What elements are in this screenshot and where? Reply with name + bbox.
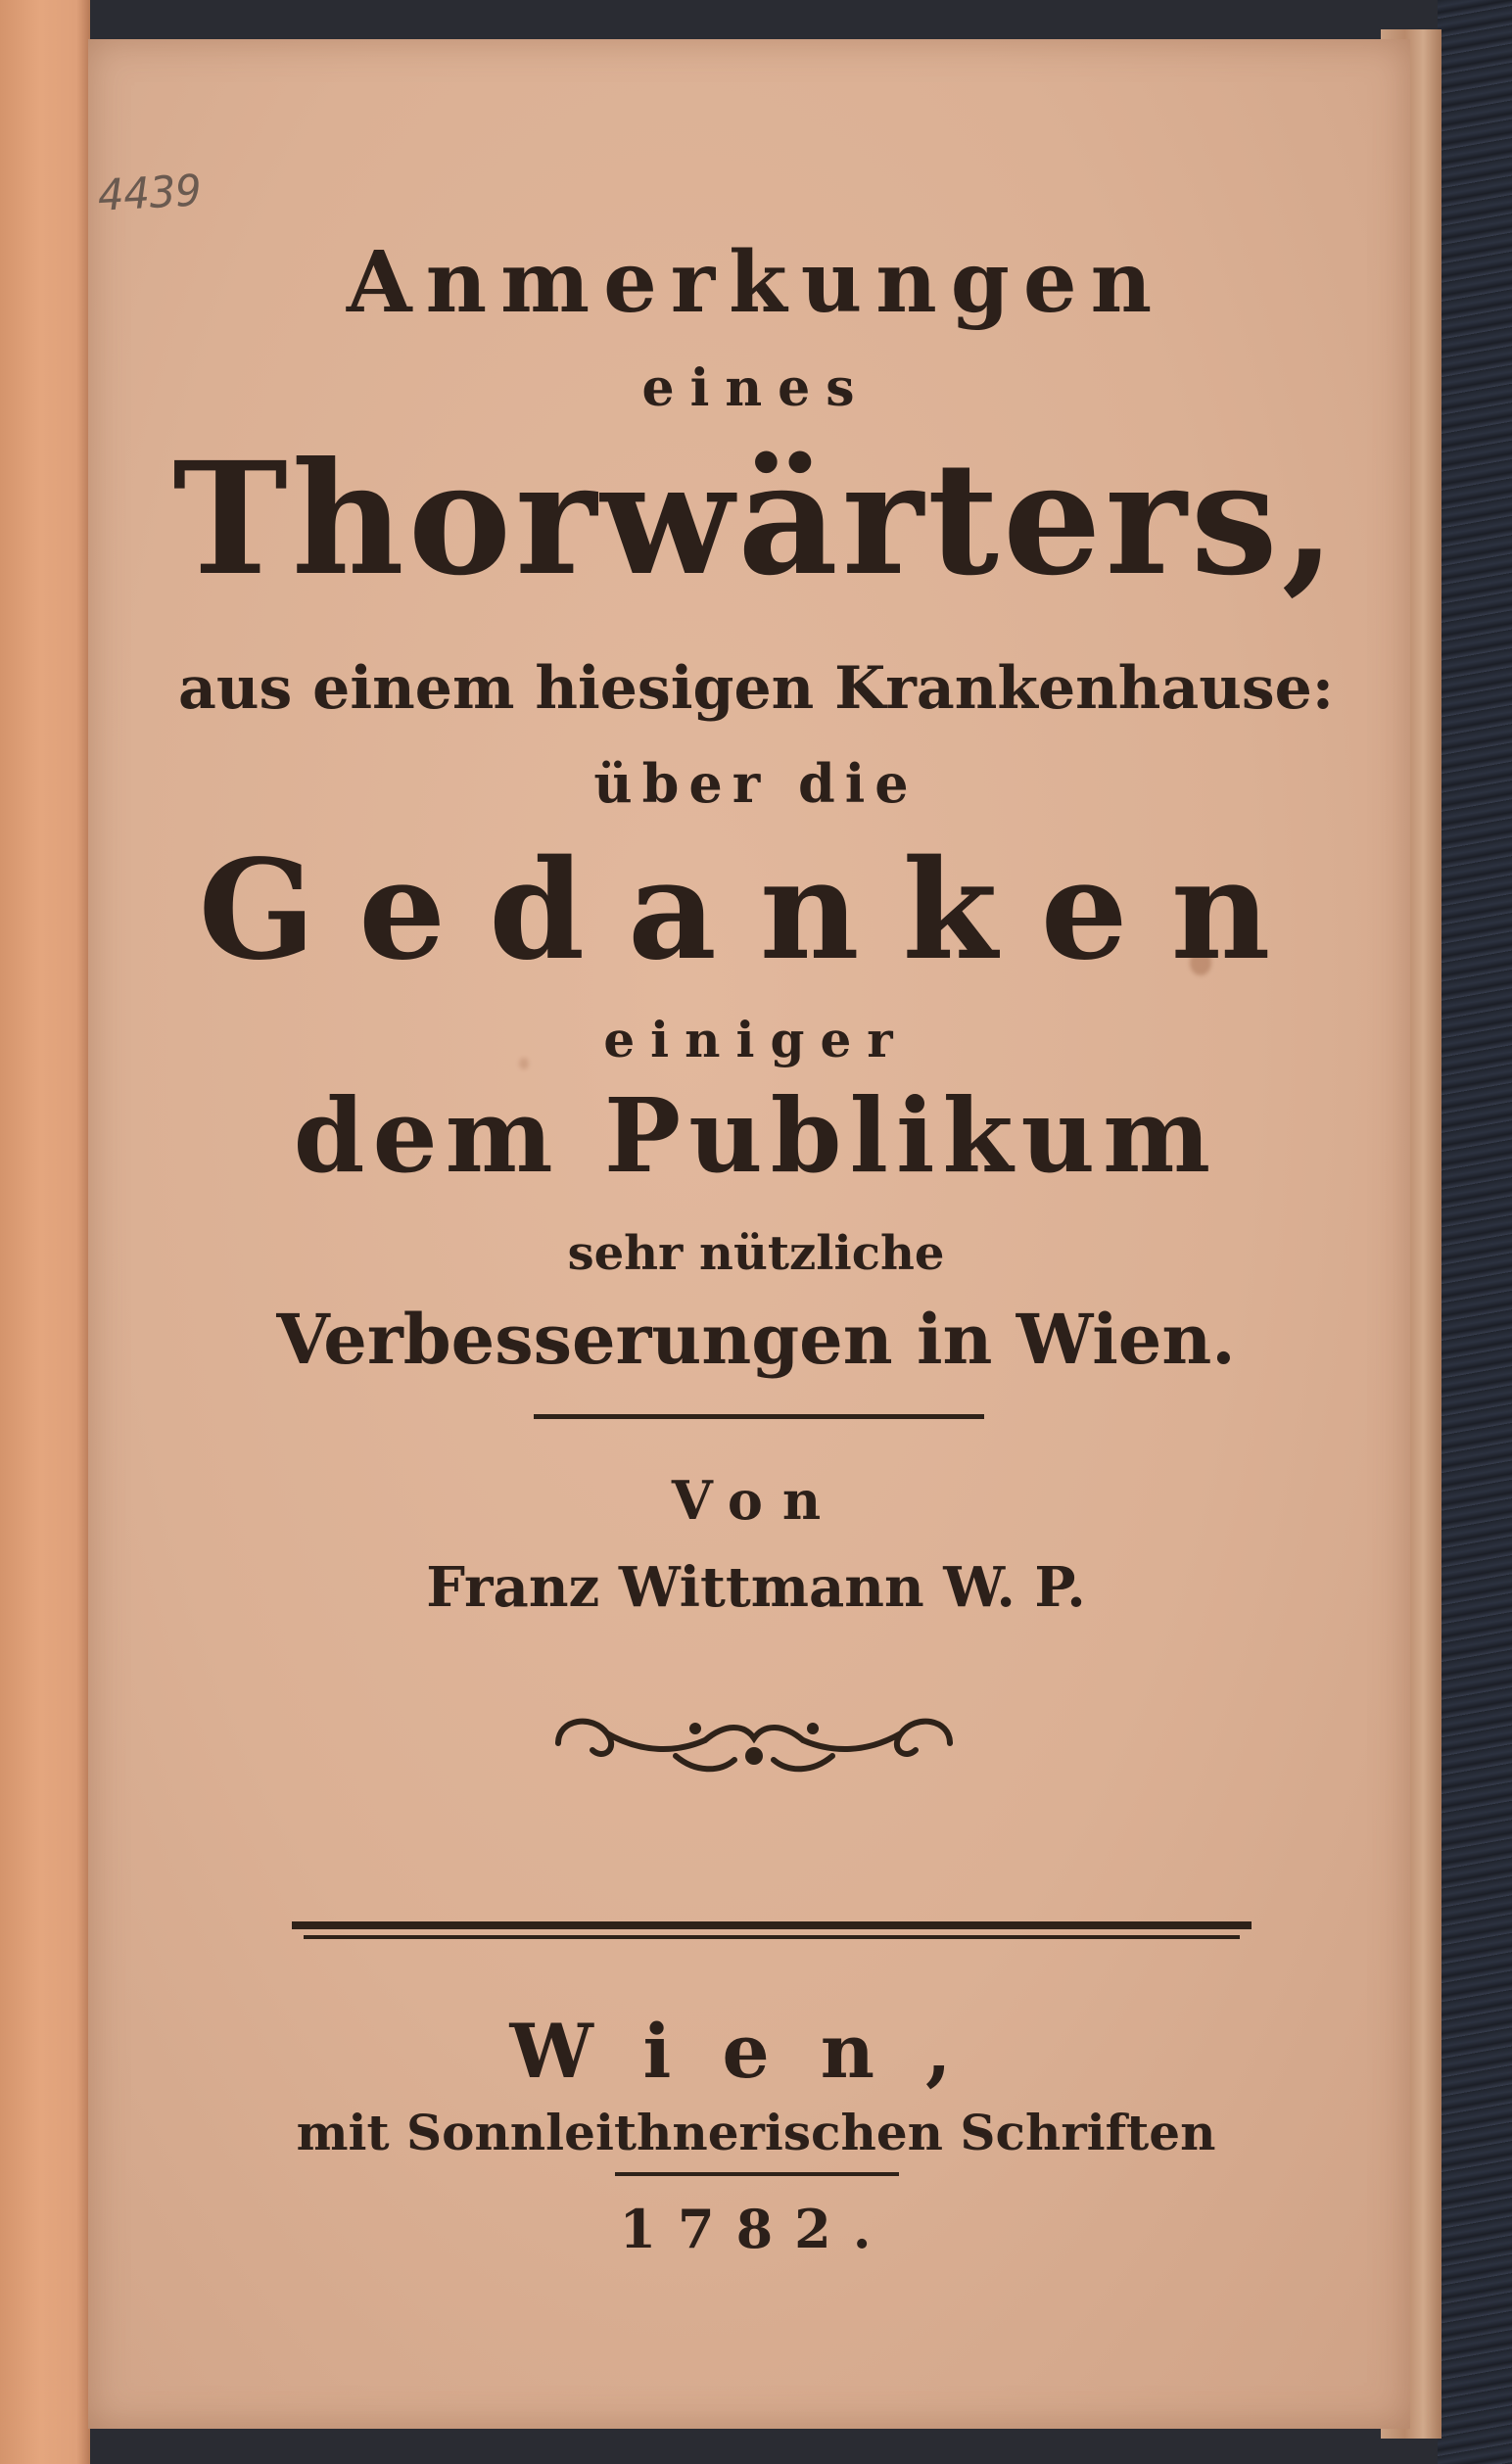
imprint-printer: mit Sonnleithnerischen Schriften (296, 2104, 1216, 2161)
title-line-gedanken: Gedanken (198, 830, 1314, 991)
author-name: Franz Wittmann W. P. (426, 1555, 1086, 1620)
title-line-ueber-die: über die (593, 752, 919, 815)
title-line-eines: eines (641, 358, 871, 418)
short-rule (615, 2172, 899, 2176)
title-line-sehr-nuetzliche: sehr nützliche (567, 1226, 945, 1281)
double-rule-top (292, 1921, 1252, 1929)
title-line-anmerkungen: Anmerkungen (346, 233, 1166, 332)
title-line-dem-publikum: dem Publikum (293, 1075, 1219, 1196)
title-line-thorwaerters: Thorwärters, (172, 429, 1340, 610)
printer-ornament (548, 1699, 960, 1787)
author-prefix: Von (671, 1469, 841, 1532)
divider-rule (534, 1414, 984, 1419)
imprint-place: Wien, (509, 2008, 1003, 2095)
double-rule-bottom (304, 1935, 1240, 1939)
title-line-krankenhause: aus einem hiesigen Krankenhause: (178, 654, 1334, 723)
manuscript-shelf-number: 4439 (96, 166, 204, 221)
title-line-verbesserungen: Verbesserungen in Wien. (276, 1299, 1236, 1380)
title-line-einiger: einiger (603, 1011, 909, 1068)
imprint-year: 1782. (619, 2198, 893, 2260)
